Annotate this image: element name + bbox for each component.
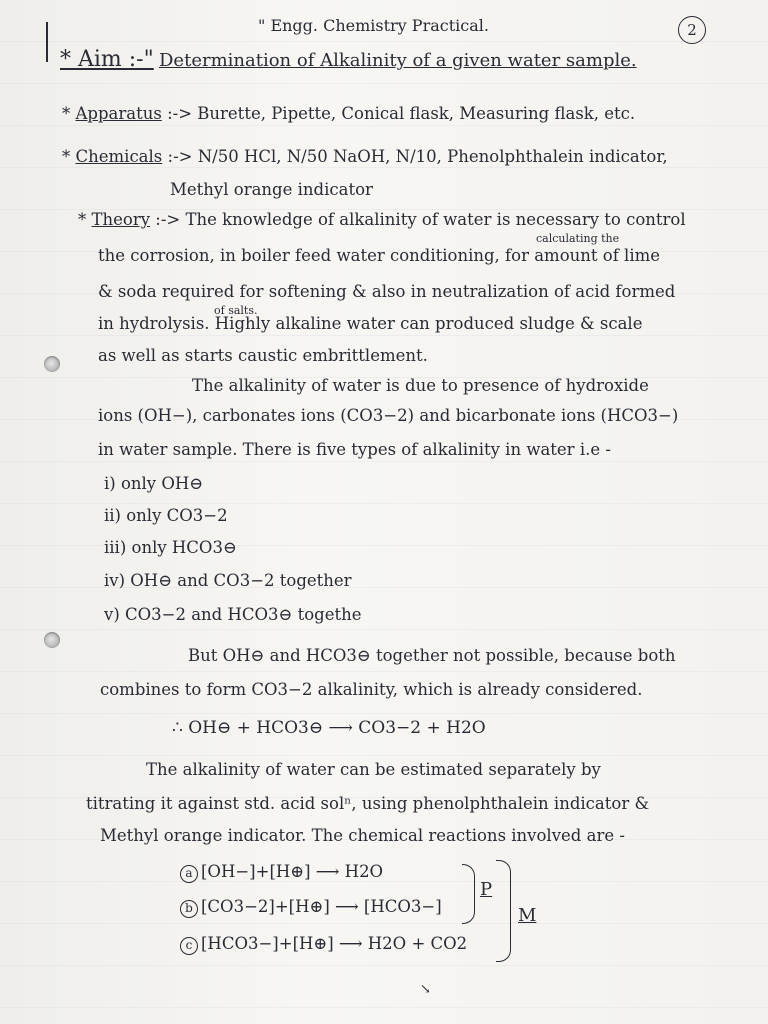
margin-mark xyxy=(46,22,48,62)
reaction-a-text: [OH−]+[H⊕] ⟶ H2O xyxy=(201,862,384,881)
apparatus-row: * Apparatus :-> Burette, Pipette, Conical flask, Measuring flask, etc. xyxy=(62,104,636,123)
binder-hole xyxy=(44,356,60,372)
apparatus-label: Apparatus xyxy=(75,104,162,123)
theory-line-7: ions (OH−), carbonates ions (CO3−2) and bicarbonate ions (HCO3−) xyxy=(98,406,679,425)
type-item: v) CO3−2 and HCO3⊖ togethe xyxy=(104,605,362,624)
theory-line-5: as well as starts caustic embrittlement. xyxy=(98,346,428,365)
theory-line-4: in hydrolysis. Highly alkaline water can produced sludge & scale xyxy=(98,314,643,333)
theory-insert-of-salts: of salts. xyxy=(214,304,258,317)
aim-row xyxy=(60,47,637,72)
type-item: ii) only CO3−2 xyxy=(104,506,228,525)
aim-text: Determination of Alkalinity of a given water sample. xyxy=(159,50,637,71)
reaction-b-mark: b xyxy=(180,900,198,918)
reaction-b xyxy=(180,897,442,918)
apparatus-text: Burette, Pipette, Conical flask, Measuring flask, etc. xyxy=(197,104,636,123)
reaction-a-mark: a xyxy=(180,865,198,883)
type-item: i) only OH⊖ xyxy=(104,474,204,493)
caret-mark: ↘ xyxy=(420,982,431,997)
estimation-line-1: The alkalinity of water can be estimated separately by xyxy=(146,760,601,779)
chemicals-label: Chemicals xyxy=(75,147,163,166)
theory-line-2: the corrosion, in boiler feed water conditioning, for amount of lime xyxy=(98,246,661,265)
reaction-c-mark: c xyxy=(180,937,198,955)
binder-hole xyxy=(44,632,60,648)
brace-p xyxy=(462,864,475,924)
reaction-a xyxy=(180,862,383,883)
reaction-c xyxy=(180,934,467,955)
page-title: " Engg. Chemistry Practical. xyxy=(258,16,489,35)
theory-line-1: The knowledge of alkalinity of water is necessary to control xyxy=(185,210,686,229)
theory-line-3: & soda required for softening & also in neutralization of acid formed xyxy=(98,282,676,301)
page-number: 2 xyxy=(678,16,706,44)
reaction-c-text: [HCO3−]+[H⊕] ⟶ H2O + CO2 xyxy=(201,934,468,953)
brace-label-p: P xyxy=(480,879,493,900)
brace-label-m: M xyxy=(518,905,537,926)
type-item: iii) only HCO3⊖ xyxy=(104,538,237,557)
theory-line-8: in water sample. There is five types of alkalinity in water i.e - xyxy=(98,440,611,459)
type-item: iv) OH⊖ and CO3−2 together xyxy=(104,571,352,590)
aim-label: * Aim :-" xyxy=(60,47,154,72)
estimation-line-2: titrating it against std. acid solⁿ, using phenolphthalein indicator & xyxy=(86,794,650,813)
chemicals-row: * Chemicals :-> N/50 HCl, N/50 NaOH, N/10, Phenolphthalein indicator, xyxy=(62,147,668,166)
brace-m xyxy=(496,860,511,962)
theory-insert-calculating: calculating the xyxy=(536,232,620,245)
note-line-2: combines to form CO3−2 alkalinity, which is already considered. xyxy=(100,680,643,699)
reaction-b-text: [CO3−2]+[H⊕] ⟶ [HCO3−] xyxy=(201,897,442,916)
theory-line-6: The alkalinity of water is due to presence of hydroxide xyxy=(192,376,649,395)
note-line-1: But OH⊖ and HCO3⊖ together not possible, because both xyxy=(188,646,676,665)
chemicals-line1: N/50 HCl, N/50 NaOH, N/10, Phenolphthalein indicator, xyxy=(197,147,668,166)
theory-row: * Theory :-> The knowledge of alkalinity of water is necessary to control xyxy=(78,210,686,229)
equation: ∴ OH⊖ + HCO3⊖ ⟶ CO3−2 + H2O xyxy=(172,718,486,738)
theory-label: Theory xyxy=(91,210,151,229)
estimation-line-3: Methyl orange indicator. The chemical reactions involved are - xyxy=(100,826,625,845)
chemicals-line2: Methyl orange indicator xyxy=(170,180,373,199)
